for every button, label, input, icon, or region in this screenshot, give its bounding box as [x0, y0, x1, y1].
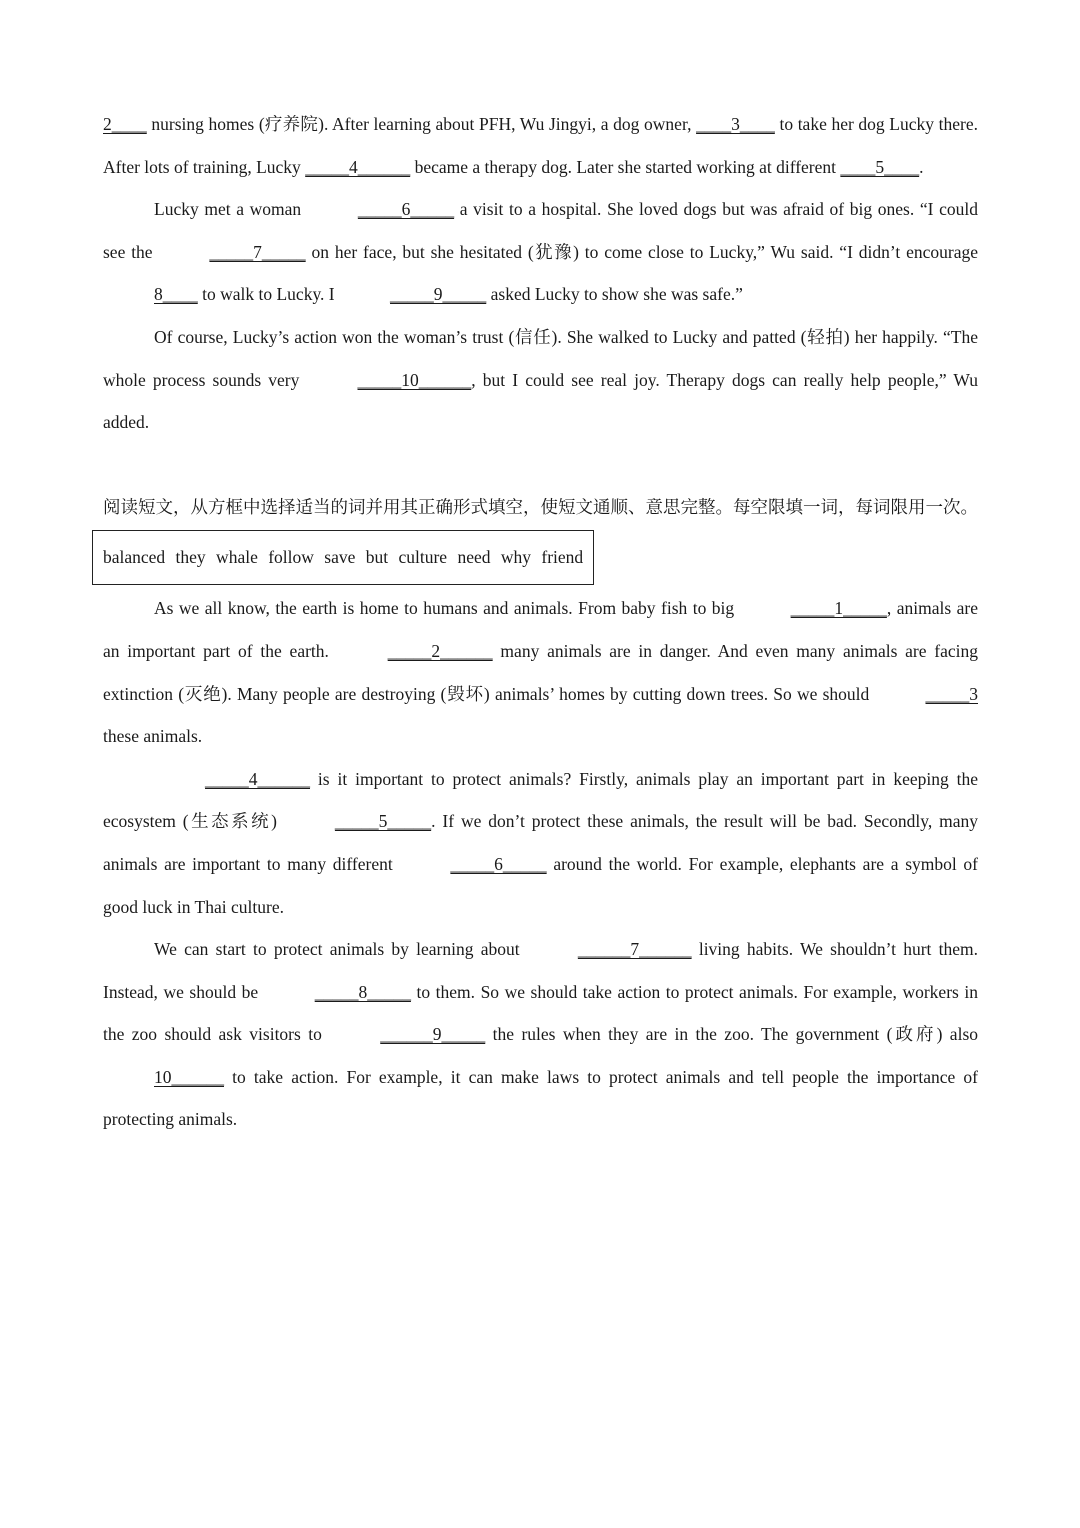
text: is it important to protect animals? Firstly, animals play an important part in keeping the ecosystem (生态系统): [103, 768, 978, 832]
blank-7: _____7_____: [209, 241, 306, 262]
text: We can start to protect animals by learning about: [154, 939, 527, 960]
passage1-paragraph-1: [103, 103, 978, 188]
text: .: [919, 156, 924, 177]
passage1-paragraph-3: [103, 316, 978, 444]
text: . If we don’t protect these animals, the result will be bad. Secondly, many animals are important to many different: [103, 811, 978, 874]
text: nursing homes (疗养院). After learning about PFH, Wu Jingyi, a dog owner,: [146, 114, 697, 134]
blank-5: _____5_____: [334, 811, 432, 832]
passage2-paragraph-2: [103, 758, 978, 928]
text: the rules when they are in the zoo. The government (政府) also: [485, 1024, 979, 1045]
passage2-paragraph-3: [103, 928, 978, 1141]
blank-8: _____8_____: [314, 981, 411, 1002]
text: many animals are in danger. And even many animals are facing extinction (灭绝). Many people are destroying (毁坏) animals’ homes by cutting down trees. So we should: [103, 640, 978, 704]
blank-2: 2____: [103, 114, 147, 134]
text: became a therapy dog. Later she started working at different: [410, 156, 841, 177]
blank-1: _____1_____: [790, 598, 887, 619]
word-box: balanced they whale follow save but culture need why friend: [92, 530, 594, 585]
blank-7: ______7______: [577, 939, 692, 960]
instructions: 阅读短文，从方框中选择适当的词并用其正确形式填空，使短文通顺、意思完整。每空限填一词，每词限用一次。: [103, 496, 978, 517]
passage2-paragraph-1: [103, 587, 978, 757]
blank-10: _____10______: [357, 369, 472, 390]
passage1-paragraph-2: [103, 188, 978, 316]
blank-8: 8____: [154, 284, 198, 305]
text: around the world. For example, elephants are a symbol of good luck in Thai culture.: [103, 853, 978, 917]
blank-6: _____6_____: [357, 199, 455, 220]
text: living habits. We shouldn’t hurt them. Instead, we should be: [103, 939, 978, 1002]
text: , but I could see real joy. Therapy dogs can really help people,” Wu added.: [103, 369, 978, 433]
text: to walk to Lucky. I: [197, 284, 340, 305]
text: a visit to a hospital. She loved dogs but was afraid of big ones. “I could see the: [103, 199, 978, 262]
blank-9: _____9_____: [390, 284, 487, 305]
blank-5: ____5____: [840, 156, 920, 177]
text: Lucky met a woman: [154, 199, 307, 220]
text: on her face, but she hesitated (犹豫) to come close to Lucky,” Wu said. “I didn’t encourage: [305, 241, 978, 262]
text: , animals are an important part of the earth.: [103, 598, 978, 661]
blank-10: 10______: [154, 1066, 224, 1087]
section-gap: [103, 444, 978, 486]
text: to take action. For example, it can make laws to protect animals and tell people the importance of protecting animals.: [103, 1066, 978, 1130]
blank-3: _____3: [925, 683, 978, 704]
text: As we all know, the earth is home to humans and animals. From baby fish to big: [154, 598, 740, 619]
text: to them. So we should take action to protect animals. For example, workers in the zoo should ask visitors to: [103, 981, 978, 1045]
text: asked Lucky to show she was safe.”: [486, 284, 743, 305]
text: these animals.: [103, 726, 203, 747]
blank-4: _____4______: [305, 156, 411, 177]
blank-2: _____2______: [387, 640, 493, 661]
blank-3: ____3____: [696, 114, 775, 134]
blank-9: ______9_____: [380, 1024, 486, 1045]
page-content: [103, 103, 978, 1141]
blank-4: _____4______: [205, 768, 310, 789]
blank-6: _____6_____: [450, 853, 547, 874]
text: Of course, Lucky’s action won the woman’s trust (信任). She walked to Lucky and patted (轻拍) her happily. “The whole process sounds very: [103, 326, 978, 390]
text: to take her dog Lucky there. After lots of training, Lucky: [103, 114, 978, 177]
